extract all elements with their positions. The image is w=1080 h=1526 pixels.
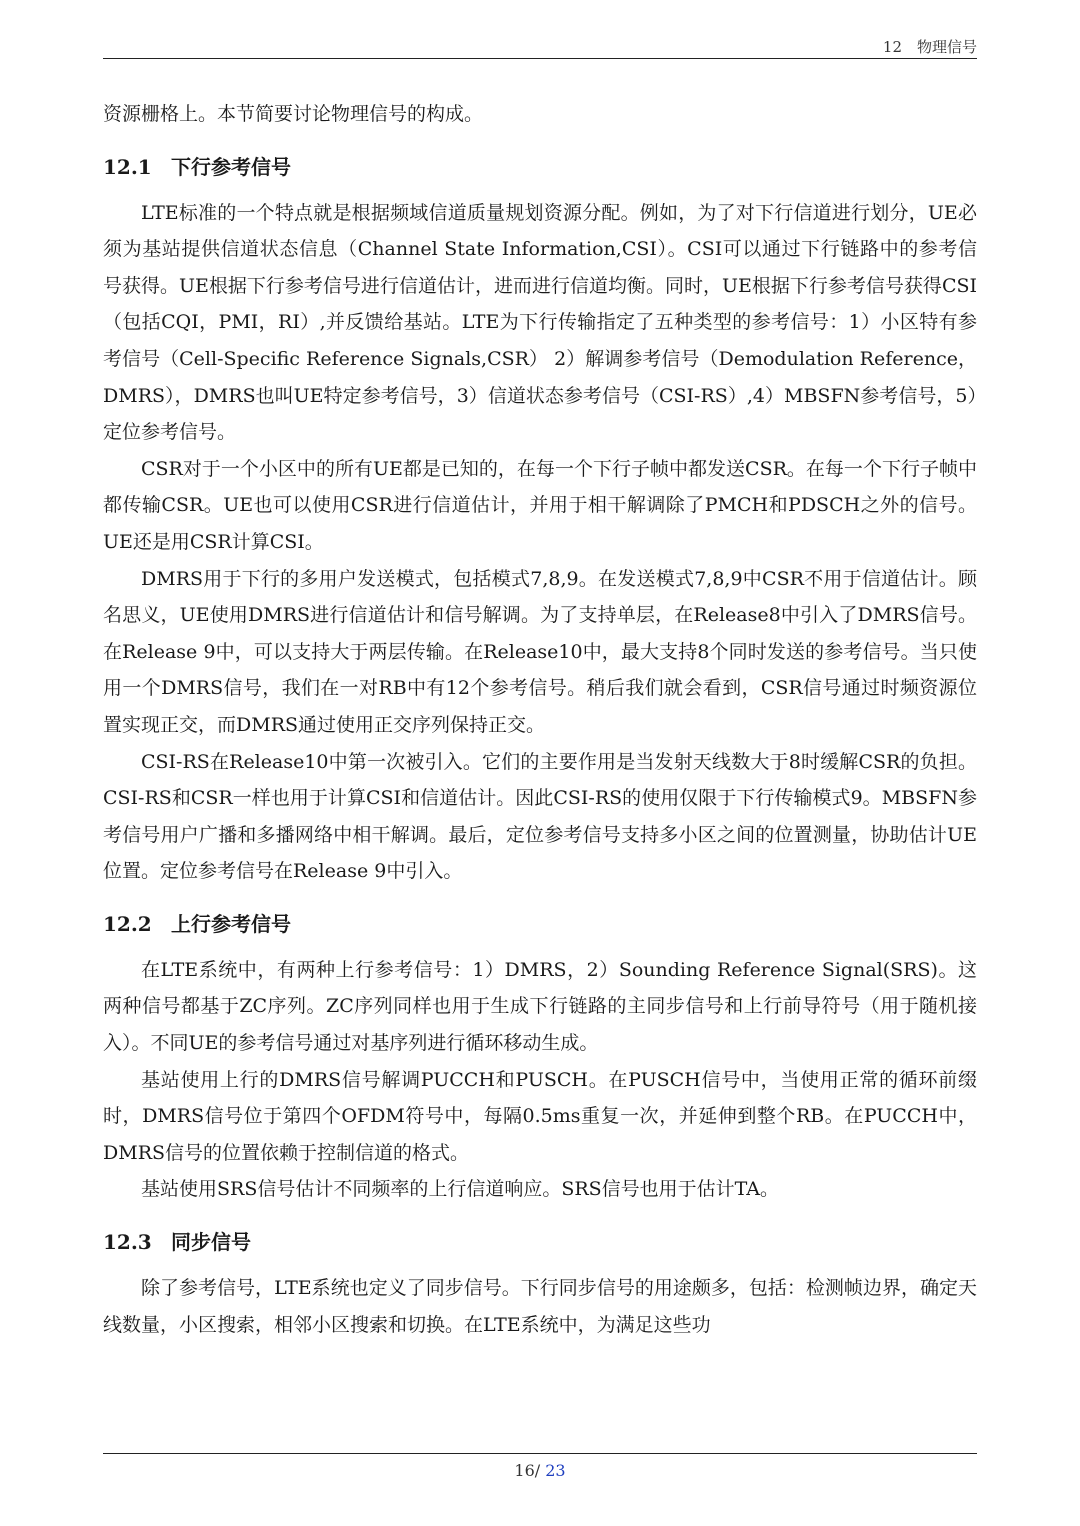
paragraph: LTE标准的一个特点就是根据频域信道质量规划资源分配。例如，为了对下行信道进行划分，UE必须为基站提供信道状态信息（Channel State Information,CSI）。CSI可以通过下行链路中的参考信号获得。UE根据下行参考信号进行信道估计，进而进行信道均衡。同时，UE根据下行参考信号获得CSI（包括CQI，PMI，RI）,并反馈给基站。LTE为下行传输指定了五种类型的参考信号：1）小区特有参考信号（Cell-Specific Reference Signals,CSR） 2）解调参考信号（Demodulation Reference，DMRS），DMRS也叫UE特定参考信号，3）信道状态参考信号（CSI-RS）,4）MBSFN参考信号，5）定位参考信号。	[103, 201, 977, 444]
section-title: 同步信号	[171, 1230, 251, 1255]
paragraph: 基站使用SRS信号估计不同频率的上行信道响应。SRS信号也用于估计TA。	[141, 1178, 780, 1201]
section-12-3	[103, 1224, 977, 1343]
section-12-2	[103, 906, 977, 1208]
section-heading	[103, 1224, 977, 1260]
section-heading	[103, 149, 977, 185]
paragraph: CSR对于一个小区中的所有UE都是已知的，在每一个下行子帧中都发送CSR。在每一个下行子帧中都传输CSR。UE也可以使用CSR进行信道估计，并用于相干解调除了PMCH和PDSCH之外的信号。UE还是用CSR计算CSI。	[103, 457, 977, 553]
paragraph: 除了参考信号，LTE系统也定义了同步信号。下行同步信号的用途颇多，包括：检测帧边界，确定天线数量，小区搜索，相邻小区搜索和切换。在LTE系统中，为满足这些功	[103, 1277, 977, 1336]
section-heading	[103, 906, 977, 942]
section-number: 12.3	[103, 1230, 152, 1255]
footer-divider	[103, 1453, 977, 1454]
section-12-1	[103, 149, 977, 890]
page-body	[103, 96, 977, 1343]
section-number: 12.1	[103, 154, 152, 179]
paragraph: 在LTE系统中，有两种上行参考信号：1）DMRS，2）Sounding Reference Signal(SRS)。这两种信号都基于ZC序列。ZC序列同样也用于生成下行链路的主同步信号和上行前导符号（用于随机接入）。不同UE的参考信号通过对基序列进行循环移动生成。	[103, 958, 977, 1055]
section-title: 下行参考信号	[171, 154, 291, 179]
paragraph: CSI-RS在Release10中第一次被引入。它们的主要作用是当发射天线数大于8时缓解CSR的负担。CSI-RS和CSR一样也用于计算CSI和信道估计。因此CSI-RS的使用仅限于下行传输模式9。MBSFN参考信号用户广播和多播网络中相干解调。最后，定位参考信号支持多小区之间的位置测量，协助估计UE位置。定位参考信号在Release 9中引入。	[103, 750, 977, 883]
page-number: 16/	[514, 1461, 541, 1480]
paragraph: 基站使用上行的DMRS信号解调PUCCH和PUSCH。在PUSCH信号中，当使用正常的循环前缀时，DMRS信号位于第四个OFDM符号中，每隔0.5ms重复一次，并延伸到整个RB。在PUCCH中，DMRS信号的位置依赖于控制信道的格式。	[103, 1068, 977, 1164]
section-title: 上行参考信号	[171, 911, 291, 936]
running-header: 12 物理信号	[882, 38, 977, 56]
intro-paragraph: 资源栅格上。本节简要讨论物理信号的构成。	[103, 103, 484, 125]
section-number: 12.2	[103, 911, 152, 936]
total-pages-link[interactable]: 23	[545, 1461, 566, 1480]
page-footer	[0, 1461, 1080, 1480]
header-divider	[103, 58, 977, 59]
paragraph: DMRS用于下行的多用户发送模式，包括模式7,8,9。在发送模式7,8,9中CSR不用于信道估计。顾名思义，UE使用DMRS进行信道估计和信号解调。为了支持单层，在Release8中引入了DMRS信号。在Release 9中，可以支持大于两层传输。在Release10中，最大支持8个同时发送的参考信号。当只使用一个DMRS信号，我们在一对RB中有12个参考信号。稍后我们就会看到，CSR信号通过时频资源位置实现正交，而DMRS通过使用正交序列保持正交。	[103, 567, 977, 736]
